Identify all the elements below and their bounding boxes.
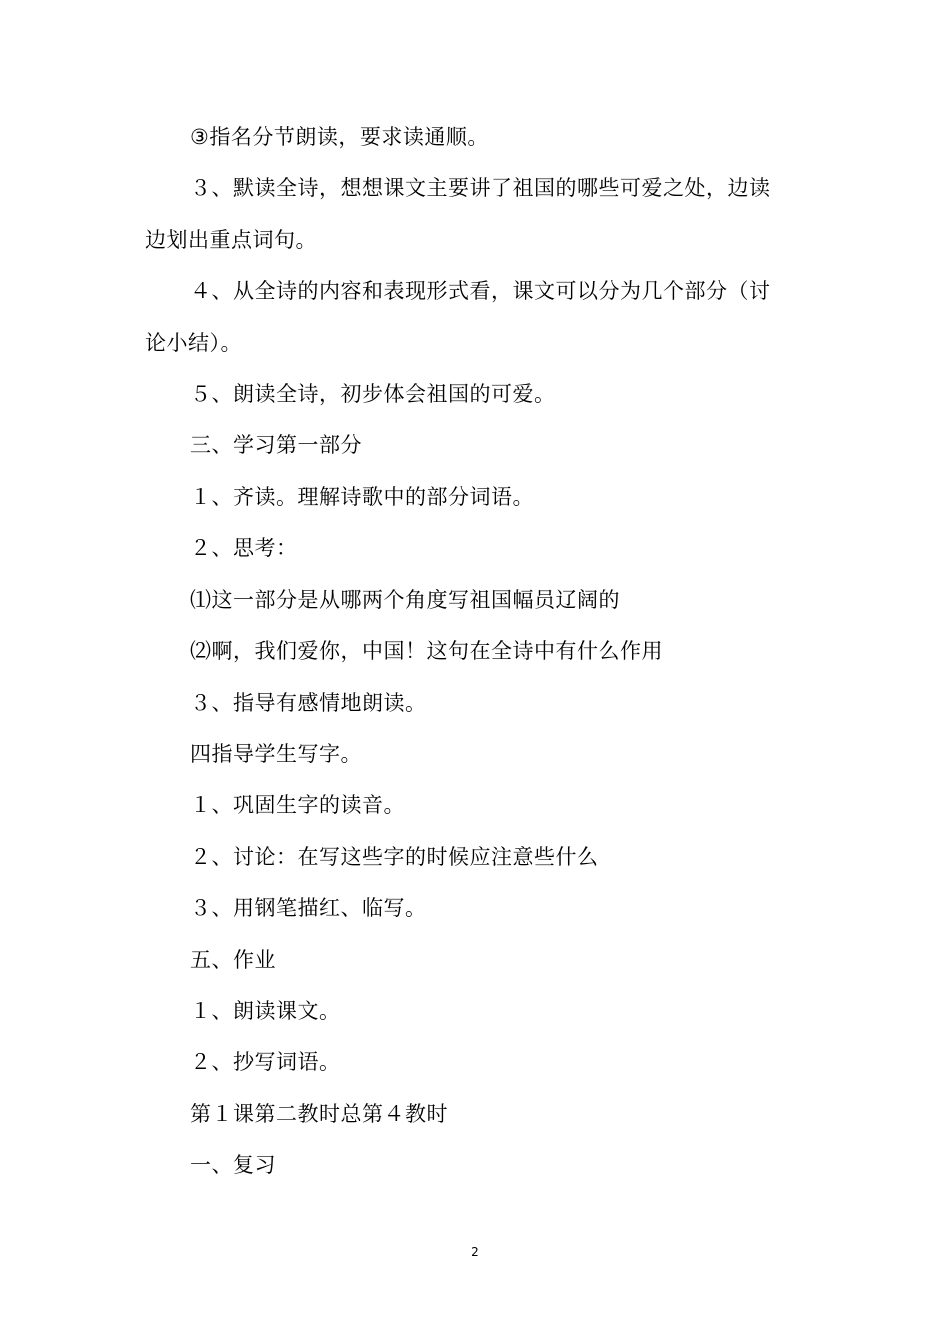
text-line-9: ２、思考： <box>190 536 298 560</box>
section-heading-3: 三、学习第一部分 <box>190 433 362 457</box>
text-line-3: 边划出重点词句。 <box>145 228 317 252</box>
page-number: 2 <box>471 1245 479 1259</box>
text-line-18: １、朗读课文。 <box>190 999 341 1023</box>
text-line-10: ⑴这一部分是从哪两个角度写祖国幅员辽阔的 <box>190 588 620 612</box>
text-line-8: １、齐读。理解诗歌中的部分词语。 <box>190 485 534 509</box>
text-line-12: ３、指导有感情地朗读。 <box>190 691 427 715</box>
text-line-5: 论小结）。 <box>145 331 242 355</box>
section-heading-4: 四指导学生写字。 <box>190 742 362 766</box>
section-heading-5: 五、作业 <box>190 948 276 972</box>
lesson-heading: 第１课第二教时总第４教时 <box>190 1102 448 1126</box>
text-line-2: ３、默读全诗，想想课文主要讲了祖国的哪些可爱之处，边读 <box>190 176 771 200</box>
text-line-19: ２、抄写词语。 <box>190 1050 341 1074</box>
text-line-11: ⑵啊，我们爱你，中国！这句在全诗中有什么作用 <box>190 639 663 663</box>
text-line-6: ５、朗读全诗，初步体会祖国的可爱。 <box>190 382 556 406</box>
text-line-4: ４、从全诗的内容和表现形式看，课文可以分为几个部分（讨 <box>190 279 771 303</box>
text-line-16: ３、用钢笔描红、临写。 <box>190 896 427 920</box>
text-line-15: ２、讨论：在写这些字的时候应注意些什么 <box>190 845 599 869</box>
text-line-1: ③指名分节朗读，要求读通顺。 <box>190 125 489 149</box>
section-heading-1: 一、复习 <box>190 1153 276 1177</box>
text-line-14: １、巩固生字的读音。 <box>190 793 405 817</box>
